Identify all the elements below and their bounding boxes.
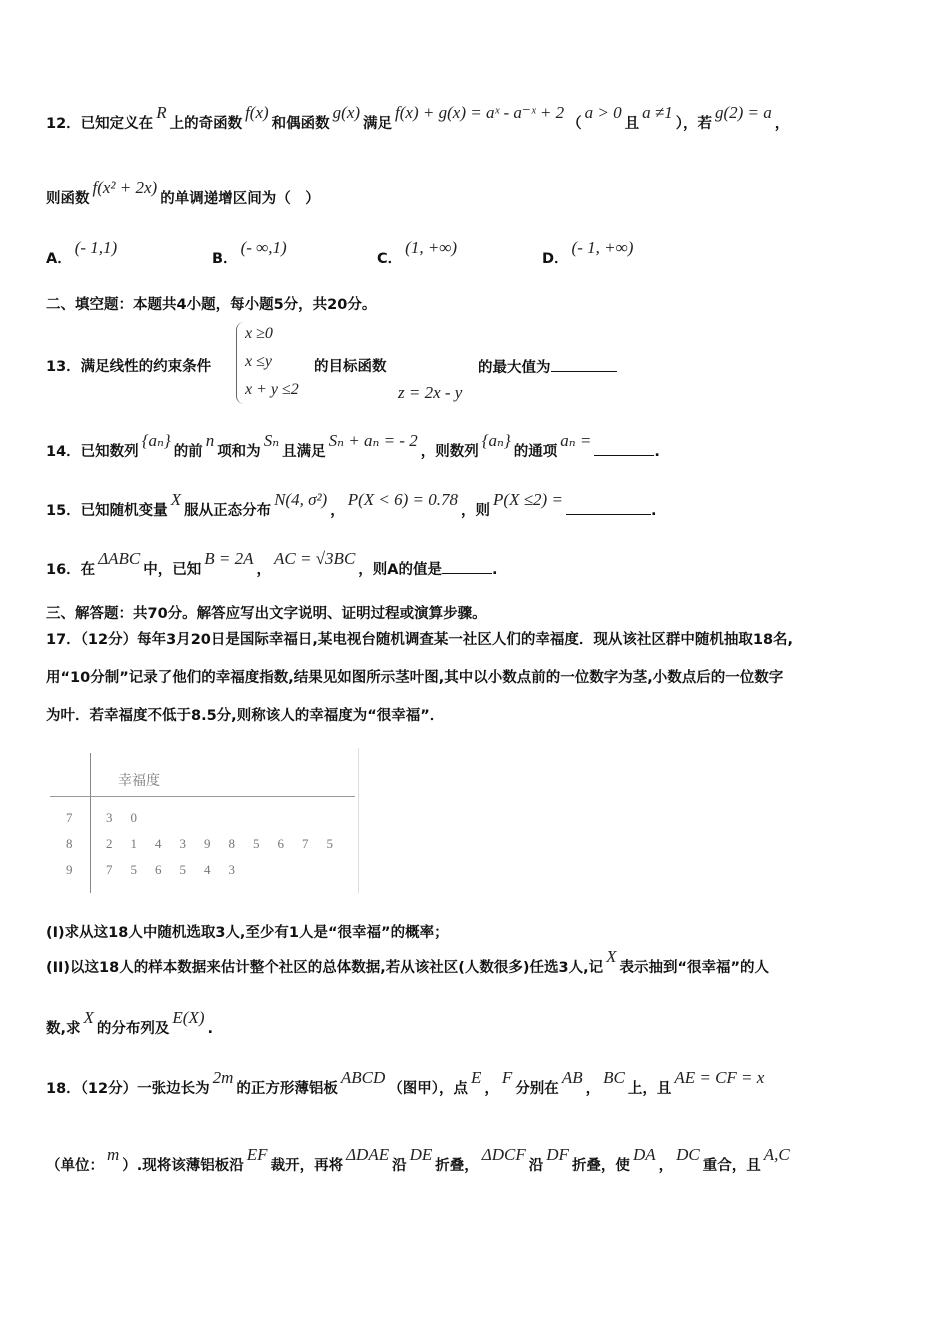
option-a	[46, 238, 120, 269]
text: 的正方形薄铝板	[236, 1081, 338, 1097]
q17-line-2	[46, 668, 783, 688]
text: 和偶函数	[271, 116, 330, 132]
leaf: 5	[130, 862, 137, 877]
math-expression: Sₙ	[263, 431, 280, 450]
text: 17．（12分）每年3月20日是国际幸福日,某电视台随机调查某一社区人们的幸福度．现从该社区群中随机抽取18名,	[46, 632, 794, 648]
q14	[46, 431, 660, 462]
math-expression: E	[471, 1068, 482, 1087]
math-expression: X	[83, 1008, 94, 1027]
math-expression: EF	[246, 1145, 268, 1164]
leaf: 2	[106, 836, 113, 851]
option-b	[212, 238, 290, 269]
option-label: A．	[46, 251, 72, 267]
text: 的分布列及	[96, 1021, 170, 1037]
text: .	[492, 562, 498, 578]
q12-line-2	[46, 178, 320, 209]
text: （	[567, 116, 582, 132]
answer-blank	[551, 357, 617, 372]
text: 折叠，	[435, 1158, 479, 1174]
leaf: 0	[130, 810, 137, 825]
text: 数,求	[46, 1021, 81, 1037]
text: 项和为	[217, 444, 261, 460]
math-expression: ΔDAE	[346, 1145, 390, 1164]
option-c	[377, 238, 460, 269]
math-expression: BC	[603, 1068, 625, 1087]
text: 14．已知数列	[46, 444, 139, 460]
leaf: 6	[155, 862, 162, 877]
constraint: x + y ≤2	[245, 381, 299, 398]
text: ，	[585, 1081, 601, 1097]
text: 且满足	[282, 444, 326, 460]
q13-tail-text: 的最大值为	[478, 360, 551, 376]
math-expression: DC	[676, 1145, 700, 1164]
answer-blank	[594, 441, 654, 456]
math-expression: AE = CF = x	[674, 1068, 765, 1087]
text: 12．已知定义在	[46, 116, 154, 132]
plot-border	[358, 748, 359, 893]
math-expression: B = 2A	[204, 549, 254, 568]
leaf: 7	[106, 862, 113, 877]
leaf: 7	[302, 836, 309, 851]
text: 表示抽到“很幸福”的人	[619, 960, 770, 976]
text: ，	[330, 503, 345, 519]
text: 则函数	[46, 191, 90, 207]
text: （图甲），点	[388, 1081, 469, 1097]
text: 为叶．若幸福度不低于8.5分,则称该人的幸福度为“很幸福”．	[46, 708, 445, 724]
math-expression: DE	[409, 1145, 433, 1164]
math-expression: g(x)	[332, 103, 361, 122]
text: 沿	[392, 1158, 407, 1174]
leaves	[106, 810, 155, 826]
text: 中，已知	[143, 562, 202, 578]
math-expression: A,C	[763, 1145, 790, 1164]
stem-leaf-plot	[50, 748, 360, 896]
constraint: x ≥0	[245, 325, 273, 342]
text: 二、填空题：本题共4小题，每小题5分，共20分。	[46, 297, 377, 313]
answer-blank	[442, 559, 492, 574]
math-expression: n	[205, 431, 215, 450]
q17-part-2a	[46, 947, 770, 978]
text: 15．已知随机变量	[46, 503, 168, 519]
math-expression: N(4, σ²)	[274, 490, 328, 509]
q13-lead: 13．满足线性的约束条件	[46, 359, 212, 375]
constraint: x ≤y	[245, 353, 272, 370]
text: ，则数列	[420, 444, 479, 460]
text: （单位：	[46, 1158, 104, 1174]
text: 折叠，使	[571, 1158, 630, 1174]
leaf: 4	[155, 836, 162, 851]
q13-mid: 的目标函数	[314, 359, 387, 375]
text: ，	[658, 1158, 674, 1174]
stem-divider	[90, 753, 91, 893]
math-expression: {aₙ}	[481, 431, 511, 450]
leaf: 3	[228, 862, 235, 877]
option-value: (1, +∞)	[405, 238, 458, 257]
text: 满足	[363, 116, 393, 132]
text: ）.现将该薄铝板沿	[122, 1158, 244, 1174]
option-label: B．	[212, 251, 238, 267]
math-expression: E(X)	[172, 1008, 205, 1027]
stem: 8	[66, 836, 73, 851]
math-expression: AC = √3BC	[274, 549, 356, 568]
stem: 9	[66, 862, 73, 877]
math-expression: m	[107, 1145, 120, 1164]
math-expression: g(2) = a	[714, 103, 772, 122]
q13-constraint-system	[236, 322, 299, 404]
math-expression: X	[606, 947, 617, 966]
math-expression: P(X ≤2) =	[493, 490, 563, 509]
leaf: 5	[326, 836, 333, 851]
math-expression: {aₙ}	[141, 431, 171, 450]
text: .	[207, 1021, 214, 1037]
leaf: 9	[204, 836, 211, 851]
math-expression: f(x² + 2x)	[92, 178, 158, 197]
math-expression: X	[170, 490, 182, 509]
text: 沿	[528, 1158, 544, 1174]
text: (I)求从这18人中随机选取3人,至少有1人是“很幸福”的概率；	[46, 925, 449, 941]
leaf: 8	[228, 836, 235, 851]
math-expression: DF	[546, 1145, 569, 1164]
math-expression: F	[501, 1068, 513, 1087]
text: 用“10分制”记录了他们的幸福度指数,结果见如图所示茎叶图,其中以小数点前的一位数字为茎,小数点后的一位数字	[46, 670, 784, 686]
text: 上的奇函数	[169, 116, 243, 132]
math-expression: AB	[561, 1068, 583, 1087]
math-expression: a ≠1	[642, 103, 673, 122]
text: ，	[774, 116, 790, 132]
leaf: 3	[179, 836, 186, 851]
text: ，	[256, 562, 272, 578]
text: 服从正态分布	[184, 503, 272, 519]
q18-line-1	[46, 1068, 767, 1099]
math-expression: R	[156, 103, 167, 122]
text: .	[654, 444, 660, 460]
section-2-heading	[46, 295, 376, 315]
text: 三、解答题：共70分。解答应写出文字说明、证明过程或演算步骤。	[46, 606, 487, 622]
leaf: 6	[277, 836, 284, 851]
plot-header: 幸福度	[118, 774, 160, 789]
math-expression: f(x) + g(x) = aˣ - a⁻ˣ + 2	[395, 103, 565, 122]
text: 且	[624, 116, 640, 132]
leaf: 5	[179, 862, 186, 877]
option-d	[542, 238, 636, 269]
stem: 7	[66, 810, 73, 825]
math-expression: f(x)	[245, 103, 269, 122]
text: 重合，且	[702, 1158, 761, 1174]
text: 的通项	[513, 444, 558, 460]
text: 18．（12分）一张边长为	[46, 1081, 210, 1097]
option-value: (- 1,1)	[74, 238, 118, 257]
text: 的单调递增区间为（ ）	[160, 191, 320, 207]
leaves	[106, 836, 351, 852]
math-expression: P(X < 6) = 0.78	[347, 490, 459, 509]
leaf: 4	[204, 862, 211, 877]
q13-objective: z = 2x - y	[398, 383, 463, 402]
text: 的前	[173, 444, 203, 460]
text: 分别在	[515, 1081, 559, 1097]
answer-blank	[566, 500, 651, 515]
q13-tail	[478, 357, 617, 378]
q18-line-2	[46, 1145, 793, 1176]
math-expression: 2m	[212, 1068, 234, 1087]
q17-line-1	[46, 630, 793, 650]
section-3-heading	[46, 604, 487, 624]
math-expression: DA	[632, 1145, 656, 1164]
text: ，则A的值是	[358, 562, 443, 578]
q16	[46, 549, 498, 580]
text: ），若	[675, 116, 712, 132]
option-value: (- ∞,1)	[240, 238, 287, 257]
text: 上，且	[627, 1081, 672, 1097]
q17-part-1	[46, 923, 449, 943]
q15	[46, 490, 657, 521]
q12-line-1	[46, 103, 790, 134]
option-label: D．	[542, 251, 569, 267]
text: ，则	[461, 503, 491, 519]
leaf: 1	[130, 836, 137, 851]
text: 16．在	[46, 562, 96, 578]
math-expression: aₙ =	[560, 431, 592, 450]
q17-line-3	[46, 706, 444, 726]
text: (II)以这18人的样本数据来估计整个社区的总体数据,若从该社区(人数很多)任选3人,记	[46, 960, 604, 976]
math-expression: ABCD	[340, 1068, 386, 1087]
text: .	[650, 503, 657, 519]
header-divider	[50, 796, 355, 797]
q17-part-2b	[46, 1008, 214, 1039]
option-label: C．	[377, 251, 403, 267]
math-expression: ΔABC	[98, 549, 141, 568]
leaf: 5	[253, 836, 260, 851]
leaf: 3	[106, 810, 113, 825]
math-expression: a > 0	[584, 103, 622, 122]
math-expression: ΔDCF	[481, 1145, 526, 1164]
text: 裁开，再将	[270, 1158, 344, 1174]
math-expression: Sₙ + aₙ = - 2	[328, 431, 418, 450]
option-value: (- 1, +∞)	[571, 238, 634, 257]
text: ，	[484, 1081, 499, 1097]
leaves	[106, 862, 253, 878]
